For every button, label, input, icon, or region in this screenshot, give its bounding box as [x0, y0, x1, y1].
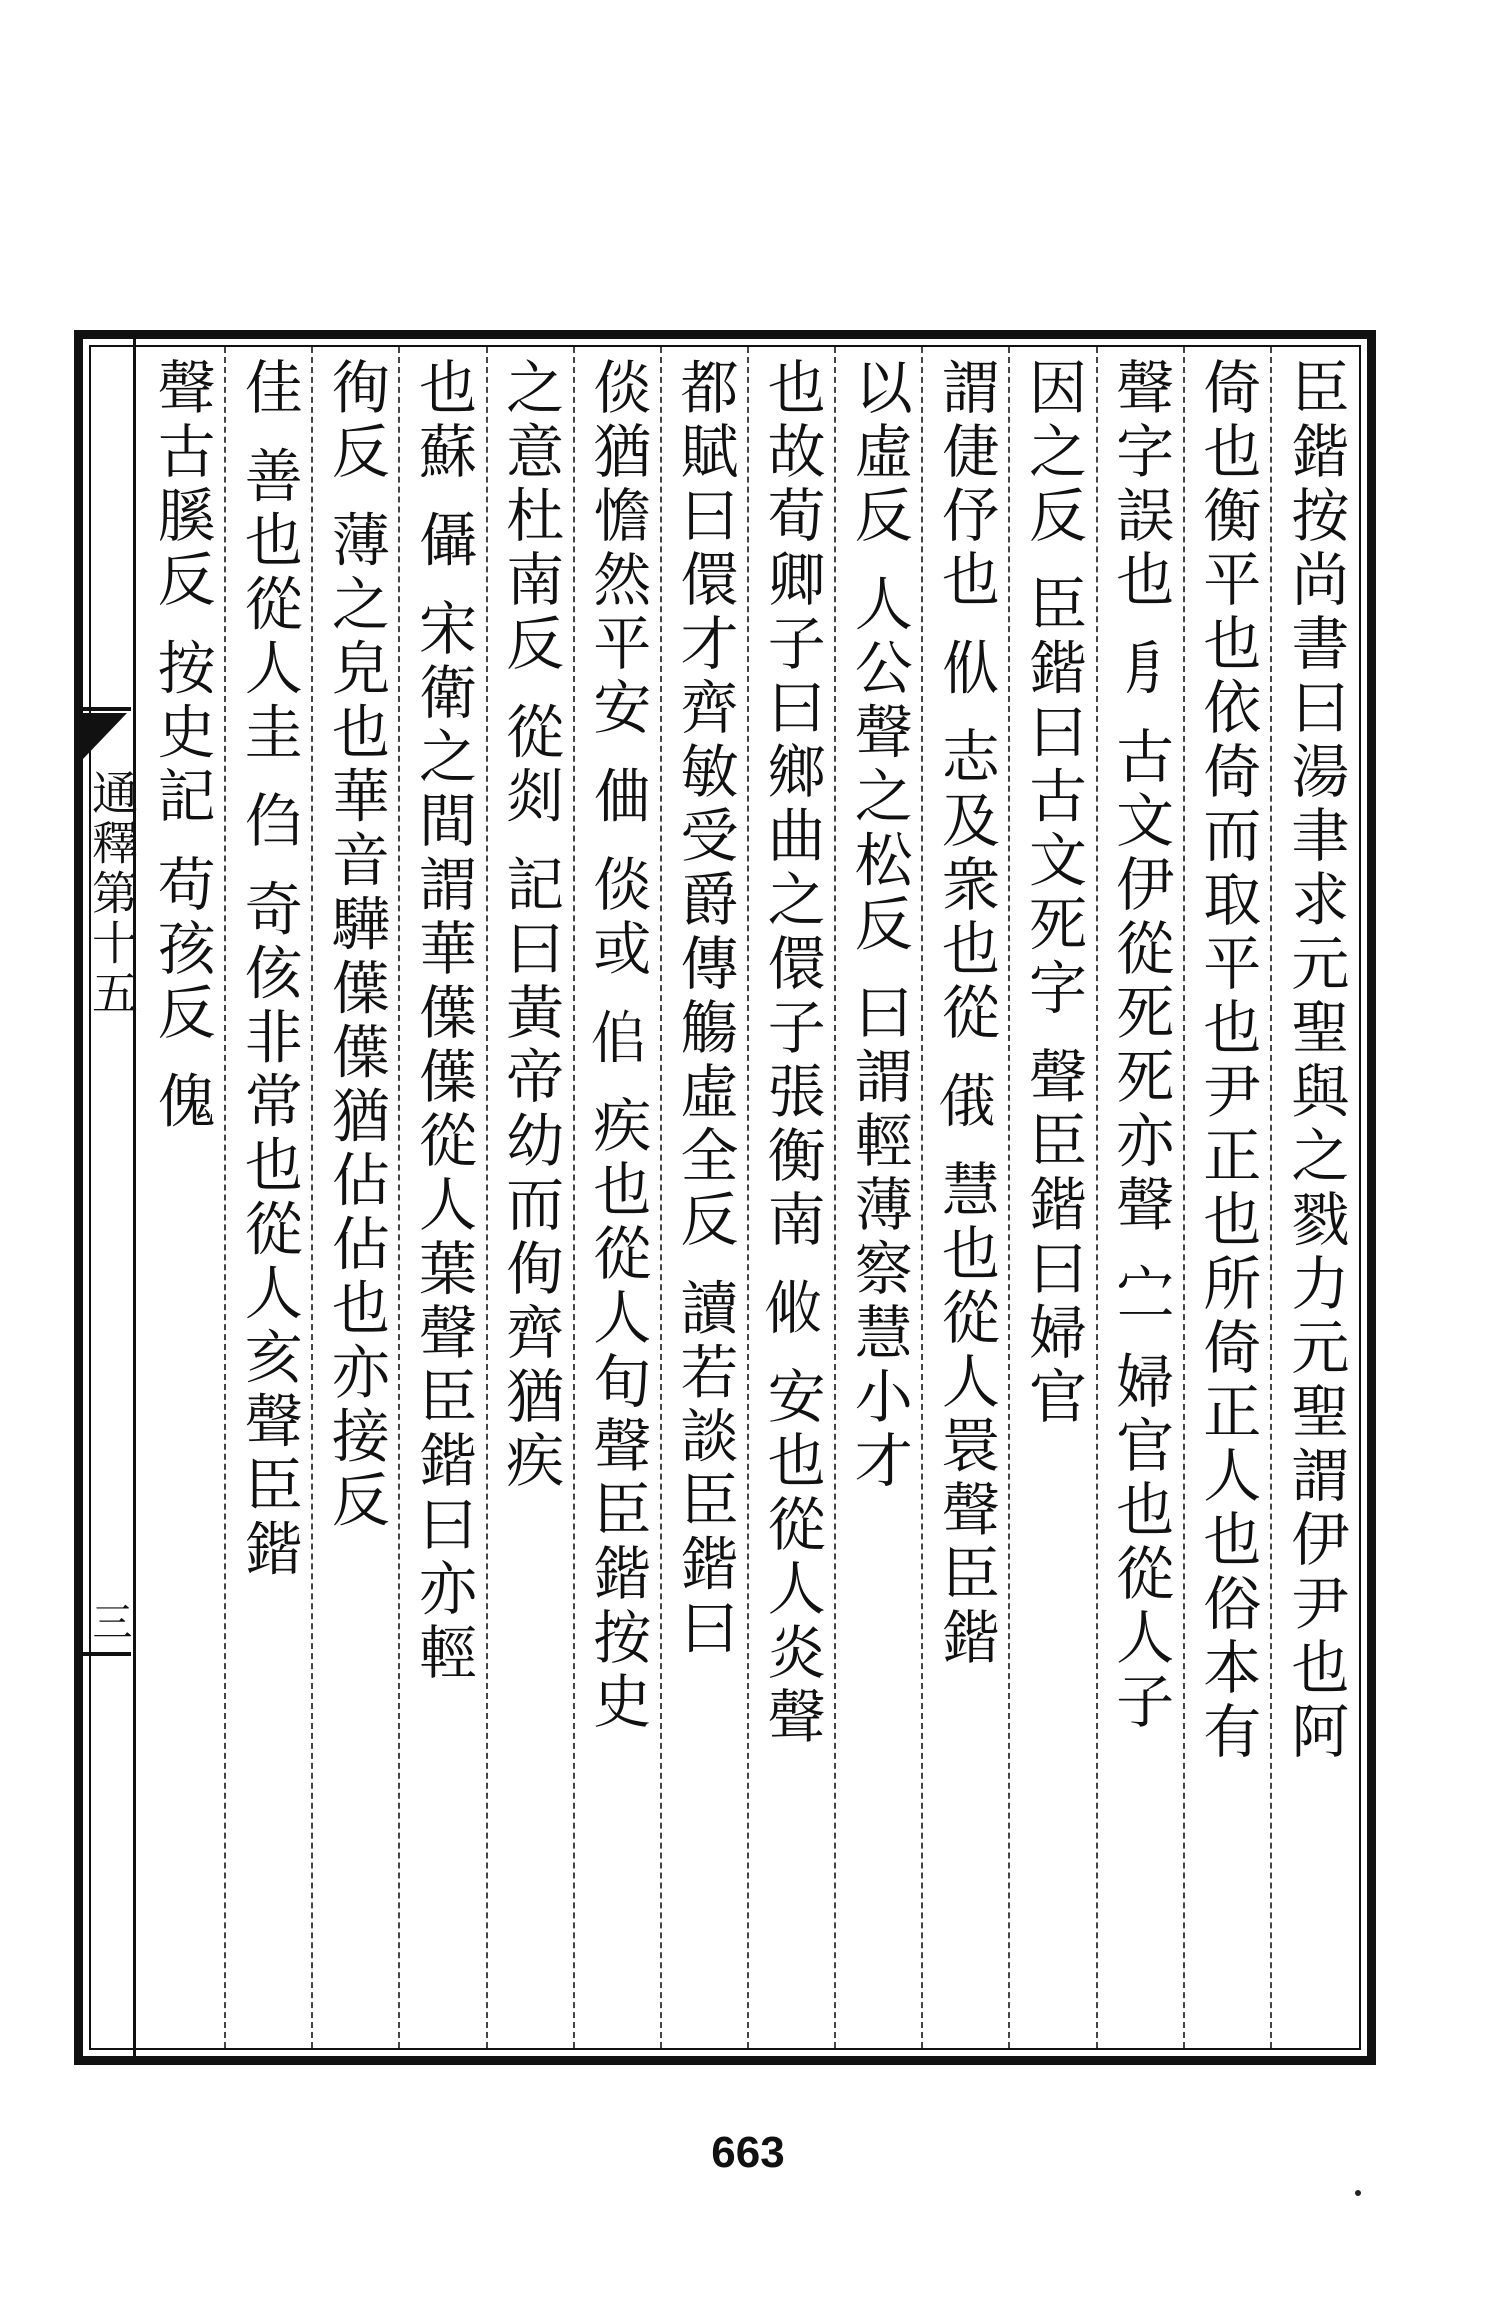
text-column-2: 倚也衡平也依倚而取平也尹正也所倚正人也俗本有 — [1185, 347, 1272, 2048]
text-column-14 — [139, 347, 226, 2048]
column-text: 聲古膎反 按史記 苟孩反 傀 — [147, 357, 216, 1135]
text-column-3: 聲字誤也 㐆 古文伊從死死亦聲 㝉 婦官也從人子 — [1098, 347, 1185, 2048]
text-column-12 — [313, 347, 400, 2048]
fish-tail-mark — [83, 713, 127, 759]
fish-tail-line-top — [83, 707, 131, 711]
text-column-10: 之意杜南反 從剡 記曰黃帝幼而侚齊猶疾 — [488, 347, 575, 2048]
text-column-9: 倓猶憺然平安 㑋 倓或 𠈆 疾也從人旬聲臣鍇按史 — [575, 347, 662, 2048]
text-column-7: 也故荀卿子曰鄉曲之儇子張衡南 𠈅 安也從人炎聲 — [749, 347, 836, 2048]
page-frame — [74, 330, 1376, 2065]
text-column-5: 謂倢伃也 㐺 志及衆也從 𠌾 慧也從人睘聲臣鍇 — [923, 347, 1010, 2048]
text-column-1: 臣鍇按尚書曰湯聿求元聖與之戮力元聖謂伊尹也阿 — [1281, 357, 1350, 1765]
ink-speck — [1355, 2190, 1361, 2196]
text-column-4: 因之反 臣鍇曰古文死字 聲臣鍇曰婦官 — [1010, 347, 1097, 2048]
column-text: 佳 善也從人圭 㑇 奇侅非常也從人亥聲臣鍇 — [234, 357, 303, 1583]
page-number: 663 — [711, 2128, 785, 2177]
sheet-number: 三 — [86, 1601, 132, 1641]
text-column-11 — [400, 347, 487, 2048]
column-text: 徇反 薄之皃也華音驊僷僷猶佔佔也亦接反 — [321, 357, 390, 1534]
text-column-13 — [226, 347, 313, 2048]
column-text: 也蘇 㒤 宋衛之間謂華僷僷從人葉聲臣鍇曰亦輕 — [409, 357, 478, 1686]
text-column-8: 都賦曰儇才齊敏受爵傳觴虛全反 讀若談臣鍇曰 — [662, 347, 749, 2048]
center-margin — [83, 339, 139, 2056]
text-column-6: 以虛反 人公聲之松反 曰謂輕薄察慧小才 — [836, 347, 923, 2048]
text-area — [139, 347, 1359, 2048]
fish-tail-line-bottom — [83, 1652, 131, 1656]
book-title: 通釋第十五 — [85, 769, 139, 1019]
